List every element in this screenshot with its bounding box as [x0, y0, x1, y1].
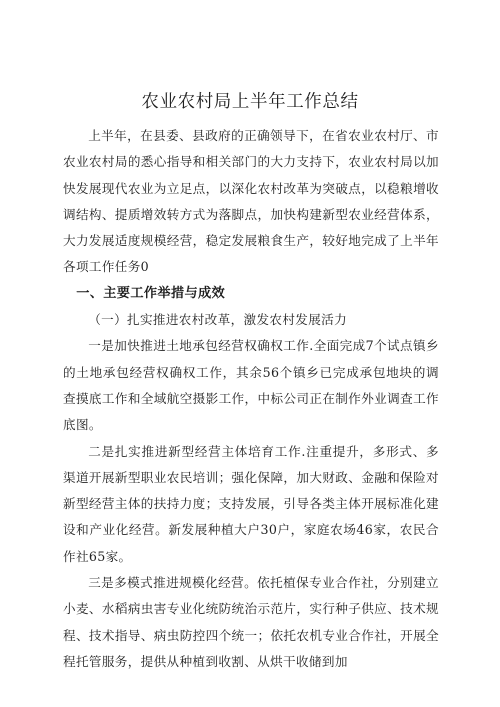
subsection-heading: （一）扎实推进农村改革，激发农村发展活力: [88, 312, 348, 328]
section-heading: 一、主要工作举措与成效: [76, 285, 226, 301]
body-paragraph-3: 三是多模式推进规模化经营。依托植保专业合作社，分别建立小麦、水稻病虫害专业化统防统治示范片，实行种子供应、技术规程、技术指导、病虫防控四个统一；依托农机专业合作社，开展全程托管服务，提供从种植到收割、从烘干收储到加: [63, 575, 439, 669]
body-paragraph-2: 二是扎实推进新型经营主体培育工作.注重提升，多形式、多渠道开展新型职业农民培训；强化保障，加大财政、金融和保险对新型经营主体的扶持力度；支持发展，引导各类主体开展标准化建设和产业化经营。新发展种植大户30户，家庭农场46家，农民合作社65家。: [63, 443, 439, 564]
document-title: 农业农村局上半年工作总结: [141, 92, 359, 112]
intro-paragraph: 上半年，在县委、县政府的正确领导下，在省农业农村厅、市农业农村局的悉心指导和相关部门的大力支持下，农业农村局以加快发展现代农业为立足点，以深化农村改革为突破点，以稳粮增收调结构、提质增效转方式为落脚点，加快构建新型农业经营体系，大力发展适度规模经营，稳定发展粮食生产，较好地完成了上半年各项工作任务0: [63, 128, 439, 275]
document-body: [63, 123, 439, 675]
body-paragraph-1: 一是加快推进土地承包经营权确权工作.全面完成7个试点镇乡的土地承包经营权确权工作，其余56个镇乡已完成承包地块的调查摸底工作和全域航空摄影工作，中标公司正在制作外业调查工作底图。: [63, 338, 439, 433]
